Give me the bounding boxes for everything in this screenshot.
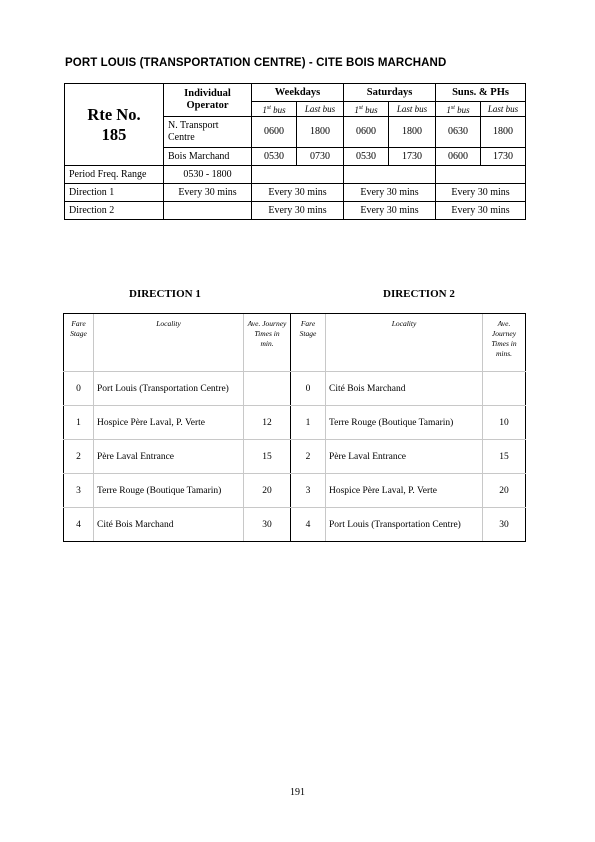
journey-time-cell (244, 372, 291, 406)
journey-time-cell: 30 (244, 508, 291, 542)
first-bus-header: 1st bus (252, 102, 297, 117)
journey-time-cell: 30 (483, 508, 526, 542)
locality-cell: Port Louis (Transportation Centre) (326, 508, 483, 542)
frequency-cell: Every 30 mins (344, 202, 436, 220)
table-row (64, 440, 526, 474)
journey-time-cell: 20 (483, 474, 526, 508)
frequency-cell: Every 30 mins (164, 184, 252, 202)
time-cell: 0530 (252, 148, 297, 166)
schedule-table (64, 83, 526, 220)
direction1-label: Direction 1 (65, 184, 164, 202)
time-cell: 1800 (297, 117, 344, 148)
time-cell: 0600 (344, 117, 389, 148)
time-cell: 1730 (481, 148, 526, 166)
frequency-cell: Every 30 mins (436, 202, 526, 220)
time-cell: 0730 (297, 148, 344, 166)
direction2-label: Direction 2 (65, 202, 164, 220)
time-cell: 0600 (252, 117, 297, 148)
table-row (64, 406, 526, 440)
page-title: PORT LOUIS (TRANSPORTATION CENTRE) - CITE BOIS MARCHAND (65, 57, 447, 69)
weekdays-header: Weekdays (252, 84, 344, 102)
table-row (64, 372, 526, 406)
locality-cell: Terre Rouge (Boutique Tamarin) (94, 474, 244, 508)
period-label: Period Freq. Range (65, 166, 164, 184)
fare-stage-table (63, 313, 526, 542)
fare-stage-cell: 4 (64, 508, 94, 542)
sundays-header: Suns. & PHs (436, 84, 526, 102)
journey-time-cell: 12 (244, 406, 291, 440)
table-row (64, 474, 526, 508)
first-bus-header: 1st bus (344, 102, 389, 117)
fare-stage-cell: 4 (291, 508, 326, 542)
time-cell: 1800 (389, 117, 436, 148)
journey-time-cell (483, 372, 526, 406)
journey-time-cell: 20 (244, 474, 291, 508)
locality-cell: Port Louis (Transportation Centre) (94, 372, 244, 406)
frequency-cell: Every 30 mins (252, 184, 344, 202)
time-cell: 0600 (436, 148, 481, 166)
fare-stage-cell: 3 (64, 474, 94, 508)
table-row (64, 508, 526, 542)
empty-cell (344, 166, 436, 184)
time-cell: 0630 (436, 117, 481, 148)
locality-header: Locality (326, 314, 483, 372)
fare-stage-header: Fare Stage (291, 314, 326, 372)
empty-cell (436, 166, 526, 184)
origin-label: N. Transport Centre (164, 117, 252, 148)
fare-stage-header: Fare Stage (64, 314, 94, 372)
locality-cell: Hospice Père Laval, P. Verte (94, 406, 244, 440)
direction2-row (65, 202, 526, 220)
last-bus-header: Last bus (481, 102, 526, 117)
locality-cell: Hospice Père Laval, P. Verte (326, 474, 483, 508)
locality-cell: Cité Bois Marchand (326, 372, 483, 406)
fare-stage-cell: 0 (291, 372, 326, 406)
locality-cell: Père Laval Entrance (94, 440, 244, 474)
last-bus-header: Last bus (389, 102, 436, 117)
route-label: Rte No. (87, 104, 141, 124)
operator-header: Individual Operator (164, 84, 252, 117)
origin-label: Bois Marchand (164, 148, 252, 166)
time-cell: 1730 (389, 148, 436, 166)
time-cell: 0530 (344, 148, 389, 166)
locality-cell: Terre Rouge (Boutique Tamarin) (326, 406, 483, 440)
frequency-cell: Every 30 mins (436, 184, 526, 202)
page-number: 191 (290, 787, 305, 798)
empty-cell (164, 202, 252, 220)
route-number: 185 (101, 124, 127, 144)
fare-stage-cell: 2 (64, 440, 94, 474)
fare-stage-cell: 3 (291, 474, 326, 508)
locality-header: Locality (94, 314, 244, 372)
fare-stage-cell: 1 (64, 406, 94, 440)
locality-cell: Cité Bois Marchand (94, 508, 244, 542)
journey-time-header: Ave. Journey Times in min. (244, 314, 291, 372)
empty-cell (252, 166, 344, 184)
period-value: 0530 - 1800 (164, 166, 252, 184)
time-cell: 1800 (481, 117, 526, 148)
fare-stage-cell: 2 (291, 440, 326, 474)
route-number-cell (65, 84, 164, 166)
journey-time-header: Ave. Journey Times in mins. (483, 314, 526, 372)
fare-stage-cell: 1 (291, 406, 326, 440)
fare-stage-cell: 0 (64, 372, 94, 406)
last-bus-header: Last bus (297, 102, 344, 117)
direction2-heading: DIRECTION 2 (383, 288, 455, 300)
journey-time-cell: 10 (483, 406, 526, 440)
frequency-cell: Every 30 mins (344, 184, 436, 202)
period-row (65, 166, 526, 184)
frequency-cell: Every 30 mins (252, 202, 344, 220)
fare-stage-header-row (64, 314, 526, 372)
schedule-header-row (65, 84, 526, 102)
saturdays-header: Saturdays (344, 84, 436, 102)
journey-time-cell: 15 (483, 440, 526, 474)
direction1-row (65, 184, 526, 202)
first-bus-header: 1st bus (436, 102, 481, 117)
locality-cell: Père Laval Entrance (326, 440, 483, 474)
direction1-heading: DIRECTION 1 (129, 288, 201, 300)
journey-time-cell: 15 (244, 440, 291, 474)
